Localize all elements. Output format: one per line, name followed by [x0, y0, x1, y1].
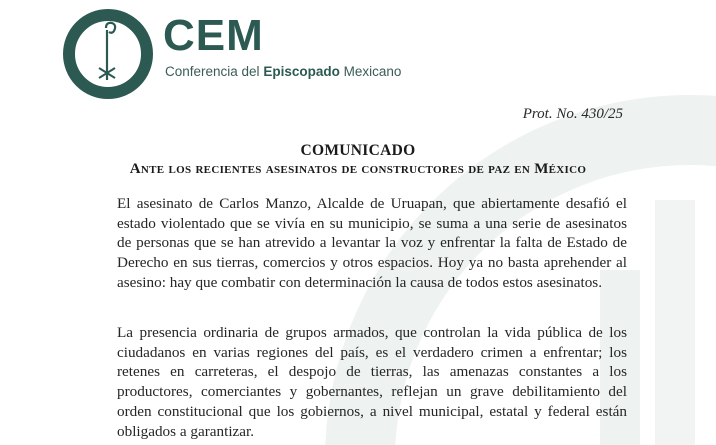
brand-sub-pre: Conferencia del — [165, 64, 264, 79]
document-subtitle: Ante los recientes asesinatos de constructores de paz en México — [129, 161, 587, 177]
brand-sub-post: Mexicano — [339, 64, 402, 79]
protocol-number: Prot. No. 430/25 — [522, 106, 623, 122]
document-title: COMUNICADO — [300, 142, 416, 159]
paragraph: El asesinato de Carlos Manzo, Alcalde de Uruapan, que abiertamente desafió el estado violentado que se vivía en su municipio, se suma a una serie de asesinatos de personas que se han atrevido a levantar la voz y enfrentar la falta de Estado de Derecho en sus tierras, comercios y otros espacios. Hoy ya no basta aprehender al asesino: hay que combatir con determinación la causa de todos estos asesinatos. — [117, 195, 627, 291]
cem-crozier-logo-icon — [62, 8, 154, 100]
paragraph: La presencia ordinaria de grupos armados, que controlan la vida pública de los ciudadanos en varias regiones del país, es el verdadero crimen a enfrentar; los retenes en carreteras, el despojo de tierras, las amenazas constantes a los productores, comerciantes y gobernantes, reflejan un grave debilitamiento del orden constitucional que los gobiernos, a nivel municipal, estatal y federal están obligados a garantizar. — [117, 324, 627, 440]
brand-name: CEM — [163, 11, 264, 60]
brand-sub-bold: Episcopado — [263, 64, 340, 79]
brand-subtitle — [165, 64, 401, 79]
